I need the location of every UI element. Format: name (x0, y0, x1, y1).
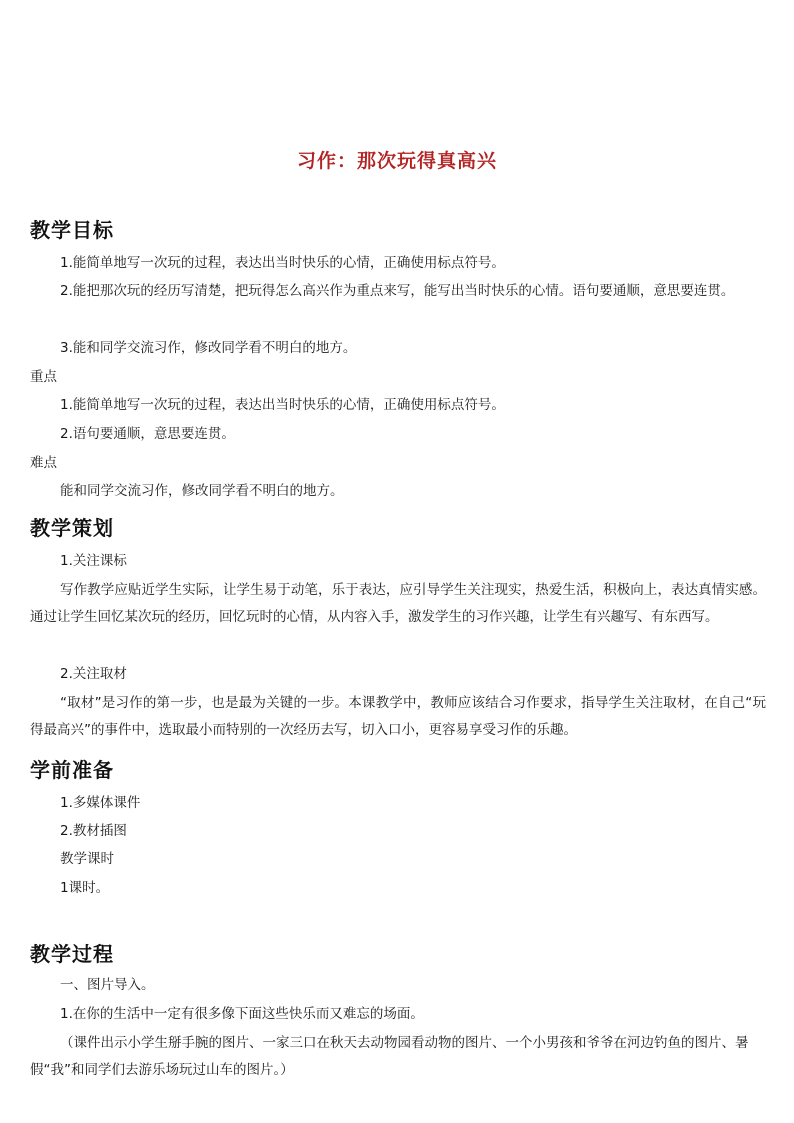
preparation-item: 1.多媒体课件 (60, 795, 141, 811)
objective-item: 3.能和同学交流习作，修改同学看不明白的地方。 (60, 340, 357, 356)
preparation-item: 2.教材插图 (60, 823, 127, 839)
heading-process: 教学过程 (30, 942, 114, 966)
process-step: 1.在你的生活中一定有很多像下面这些快乐而又难忘的场面。 (60, 1006, 424, 1022)
class-hours-label: 教学课时 (60, 851, 114, 867)
objective-item: 1.能简单地写一次玩的过程，表达出当时快乐的心情，正确使用标点符号。 (60, 255, 505, 271)
process-step: 一、图片导入。 (60, 977, 155, 993)
key-point-item: 1.能简单地写一次玩的过程，表达出当时快乐的心情，正确使用标点符号。 (60, 397, 505, 413)
strategy-paragraph: 写作教学应贴近学生实际，让学生易于动笔，乐于表达，应引导学生关注现实，热爱生活，积极向上，表达真情实感。通过让学生回忆某次玩的经历，回忆玩时的心情，从内容入手，激发学生的习作兴趣，让学生有兴趣写、有东西写。 (30, 582, 766, 625)
courseware-note: （课件出示小学生掰手腕的图片、一家三口在秋天去动物园看动物的图片、一个小男孩和爷爷在河边钓鱼的图片、暑假“我”和同学们去游乐场玩过山车的图片。） (30, 1035, 749, 1078)
strategy-paragraph: “取材”是习作的第一步，也是最为关键的一步。本课教学中，教师应该结合习作要求，指导学生关注取材，在自己“玩得最高兴”的事件中，选取最小而特别的一次经历去写，切入口小，更容易享受习作的乐趣。 (30, 695, 766, 738)
class-hours-value: 1课时。 (60, 880, 110, 896)
key-point-item: 2.语句要通顺，意思要连贯。 (60, 426, 235, 442)
difficulty-label: 难点 (30, 455, 57, 471)
strategy-subheading: 1.关注课标 (60, 553, 127, 569)
heading-strategy: 教学策划 (30, 516, 114, 540)
difficulty-text: 能和同学交流习作，修改同学看不明白的地方。 (60, 483, 344, 499)
key-points-label: 重点 (30, 369, 57, 385)
heading-objectives: 教学目标 (30, 218, 114, 242)
strategy-subheading: 2.关注取材 (60, 666, 127, 682)
objective-item: 2.能把那次玩的经历写清楚，把玩得怎么高兴作为重点来写，能写出当时快乐的心情。语句要通顺，意思要连贯。 (60, 283, 735, 299)
heading-preparation: 学前准备 (30, 758, 114, 782)
page-title: 习作：那次玩得真高兴 (296, 150, 497, 172)
